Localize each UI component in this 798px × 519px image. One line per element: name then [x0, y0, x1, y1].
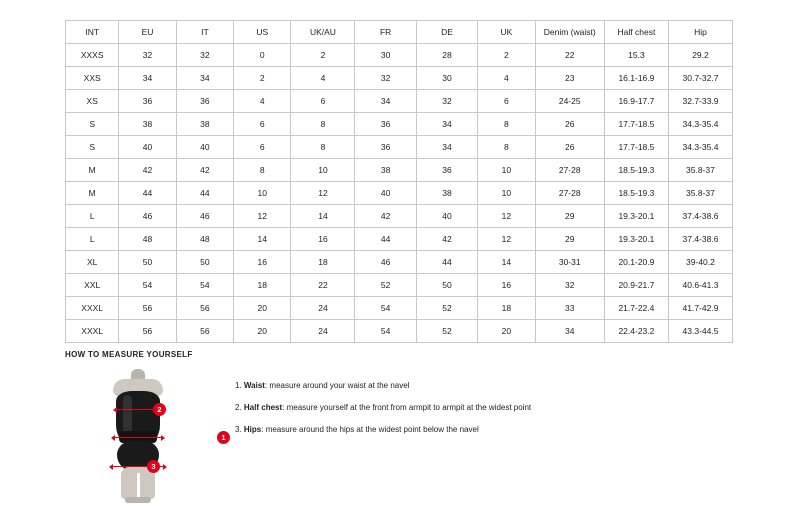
cell-uk-au: 18	[291, 251, 355, 274]
cell-denim-waist: 33	[535, 297, 604, 320]
cell-it: 50	[176, 251, 233, 274]
cell-half-chest: 15.3	[604, 44, 668, 67]
cell-hip: 41.7-42.9	[668, 297, 732, 320]
cell-eu: 42	[119, 159, 176, 182]
cell-de: 38	[416, 182, 477, 205]
cell-half-chest: 21.7-22.4	[604, 297, 668, 320]
cell-us: 14	[234, 228, 291, 251]
cell-us: 8	[234, 159, 291, 182]
cell-fr: 30	[355, 44, 416, 67]
marker-3-hips: 3	[147, 460, 160, 473]
cell-uk: 8	[478, 136, 535, 159]
cell-denim-waist: 27-28	[535, 159, 604, 182]
column-header-fr: FR	[355, 21, 416, 44]
cell-uk-au: 12	[291, 182, 355, 205]
cell-de: 50	[416, 274, 477, 297]
cell-de: 36	[416, 159, 477, 182]
cell-it: 32	[176, 44, 233, 67]
cell-denim-waist: 27-28	[535, 182, 604, 205]
instruction-hips-text: : measure around the hips at the widest point below the navel	[261, 424, 479, 434]
table-header-row	[66, 21, 733, 44]
table-row	[66, 228, 733, 251]
cell-hip: 32.7-33.9	[668, 90, 732, 113]
cell-denim-waist: 22	[535, 44, 604, 67]
cell-de: 40	[416, 205, 477, 228]
cell-eu: 56	[119, 320, 176, 343]
cell-it: 46	[176, 205, 233, 228]
cell-us: 6	[234, 136, 291, 159]
cell-half-chest: 18.5-19.3	[604, 159, 668, 182]
table-row	[66, 90, 733, 113]
cell-int: XXXL	[66, 297, 119, 320]
column-header-int: INT	[66, 21, 119, 44]
cell-denim-waist: 30-31	[535, 251, 604, 274]
cell-denim-waist: 26	[535, 136, 604, 159]
column-header-half-chest: Half chest	[604, 21, 668, 44]
cell-us: 4	[234, 90, 291, 113]
cell-denim-waist: 23	[535, 67, 604, 90]
cell-uk-au: 16	[291, 228, 355, 251]
column-header-hip: Hip	[668, 21, 732, 44]
cell-it: 36	[176, 90, 233, 113]
cell-half-chest: 18.5-19.3	[604, 182, 668, 205]
cell-int: M	[66, 182, 119, 205]
size-chart-container	[65, 20, 733, 343]
cell-int: S	[66, 136, 119, 159]
cell-us: 10	[234, 182, 291, 205]
table-row	[66, 182, 733, 205]
table-row	[66, 320, 733, 343]
table-row	[66, 67, 733, 90]
cell-fr: 36	[355, 113, 416, 136]
cell-half-chest: 19.3-20.1	[604, 205, 668, 228]
how-to-measure-body	[65, 369, 745, 509]
cell-uk: 12	[478, 205, 535, 228]
table-row	[66, 136, 733, 159]
cell-uk-au: 8	[291, 136, 355, 159]
cell-denim-waist: 29	[535, 228, 604, 251]
cell-uk-au: 22	[291, 274, 355, 297]
cell-hip: 30.7-32.7	[668, 67, 732, 90]
instruction-waist-term: Waist	[243, 381, 265, 390]
table-row	[66, 159, 733, 182]
cell-uk: 14	[478, 251, 535, 274]
cell-int: S	[66, 113, 119, 136]
cell-half-chest: 20.1-20.9	[604, 251, 668, 274]
column-header-de: DE	[416, 21, 477, 44]
measurement-diagram	[65, 369, 226, 509]
cell-hip: 37.4-38.6	[668, 228, 732, 251]
how-to-measure-section	[65, 350, 745, 509]
cell-us: 2	[234, 67, 291, 90]
cell-it: 48	[176, 228, 233, 251]
size-chart-table	[65, 20, 733, 343]
cell-us: 18	[234, 274, 291, 297]
cell-fr: 38	[355, 159, 416, 182]
instruction-waist-text: : measure around your waist at the navel	[264, 381, 410, 390]
cell-hip: 35.8-37	[668, 182, 732, 205]
table-row	[66, 297, 733, 320]
cell-us: 20	[234, 297, 291, 320]
cell-hip: 29.2	[668, 44, 732, 67]
instruction-hips-term: Hips	[243, 424, 262, 434]
table-row	[66, 205, 733, 228]
cell-half-chest: 17.7-18.5	[604, 113, 668, 136]
how-to-measure-title: HOW TO MEASURE YOURSELF	[65, 350, 193, 359]
cell-denim-waist: 29	[535, 205, 604, 228]
cell-de: 52	[416, 320, 477, 343]
cell-uk-au: 24	[291, 297, 355, 320]
cell-uk-au: 4	[291, 67, 355, 90]
cell-int: XXXL	[66, 320, 119, 343]
cell-uk: 12	[478, 228, 535, 251]
cell-de: 30	[416, 67, 477, 90]
cell-uk-au: 2	[291, 44, 355, 67]
cell-int: XXXS	[66, 44, 119, 67]
cell-int: M	[66, 159, 119, 182]
table-row	[66, 274, 733, 297]
cell-it: 56	[176, 320, 233, 343]
cell-uk-au: 6	[291, 90, 355, 113]
cell-uk: 4	[478, 67, 535, 90]
cell-fr: 32	[355, 67, 416, 90]
instruction-half-chest-text: : measure yourself at the front from armpit to armpit at the widest point	[282, 402, 532, 412]
cell-eu: 36	[119, 90, 176, 113]
cell-eu: 48	[119, 228, 176, 251]
cell-fr: 44	[355, 228, 416, 251]
cell-eu: 40	[119, 136, 176, 159]
column-header-us: US	[234, 21, 291, 44]
cell-it: 38	[176, 113, 233, 136]
cell-de: 52	[416, 297, 477, 320]
cell-hip: 35.8-37	[668, 159, 732, 182]
cell-fr: 52	[355, 274, 416, 297]
column-header-denim-waist: Denim (waist)	[535, 21, 604, 44]
cell-fr: 42	[355, 205, 416, 228]
cell-fr: 54	[355, 297, 416, 320]
cell-eu: 54	[119, 274, 176, 297]
cell-it: 40	[176, 136, 233, 159]
cell-uk: 18	[478, 297, 535, 320]
cell-uk: 2	[478, 44, 535, 67]
cell-hip: 40.6-41.3	[668, 274, 732, 297]
cell-hip: 34.3-35.4	[668, 136, 732, 159]
cell-denim-waist: 34	[535, 320, 604, 343]
mannequin-leg-gap	[137, 473, 140, 499]
mannequin-torso-highlight	[123, 395, 132, 435]
waist-arrow-icon	[115, 437, 161, 438]
cell-us: 20	[234, 320, 291, 343]
marker-1-waist: 1	[217, 431, 230, 444]
cell-uk: 20	[478, 320, 535, 343]
table-row	[66, 251, 733, 274]
cell-us: 12	[234, 205, 291, 228]
cell-half-chest: 20.9-21.7	[604, 274, 668, 297]
cell-uk: 10	[478, 182, 535, 205]
marker-2-half-chest: 2	[153, 403, 166, 416]
instruction-half-chest-term: Half chest	[243, 402, 283, 412]
instruction-half-chest	[235, 403, 531, 414]
cell-hip: 37.4-38.6	[668, 205, 732, 228]
cell-de: 34	[416, 136, 477, 159]
mannequin-stand	[125, 497, 151, 503]
cell-de: 42	[416, 228, 477, 251]
instruction-hips-number: 3.	[235, 424, 242, 434]
column-header-uk-au: UK/AU	[291, 21, 355, 44]
column-header-eu: EU	[119, 21, 176, 44]
cell-denim-waist: 24-25	[535, 90, 604, 113]
cell-uk-au: 14	[291, 205, 355, 228]
cell-fr: 36	[355, 136, 416, 159]
cell-int: L	[66, 205, 119, 228]
cell-eu: 38	[119, 113, 176, 136]
measurement-instructions	[235, 369, 531, 446]
cell-eu: 46	[119, 205, 176, 228]
cell-de: 34	[416, 113, 477, 136]
column-header-it: IT	[176, 21, 233, 44]
cell-half-chest: 16.1-16.9	[604, 67, 668, 90]
cell-fr: 40	[355, 182, 416, 205]
instruction-waist-number: 1.	[235, 381, 242, 390]
cell-int: XS	[66, 90, 119, 113]
cell-uk: 6	[478, 90, 535, 113]
column-header-uk: UK	[478, 21, 535, 44]
cell-half-chest: 17.7-18.5	[604, 136, 668, 159]
cell-eu: 50	[119, 251, 176, 274]
cell-it: 44	[176, 182, 233, 205]
cell-it: 42	[176, 159, 233, 182]
cell-uk: 16	[478, 274, 535, 297]
cell-hip: 39-40.2	[668, 251, 732, 274]
cell-uk-au: 8	[291, 113, 355, 136]
cell-it: 34	[176, 67, 233, 90]
cell-eu: 56	[119, 297, 176, 320]
cell-eu: 34	[119, 67, 176, 90]
cell-hip: 43.3-44.5	[668, 320, 732, 343]
cell-denim-waist: 26	[535, 113, 604, 136]
cell-uk-au: 24	[291, 320, 355, 343]
cell-uk: 8	[478, 113, 535, 136]
cell-int: L	[66, 228, 119, 251]
cell-de: 28	[416, 44, 477, 67]
cell-int: XL	[66, 251, 119, 274]
cell-us: 16	[234, 251, 291, 274]
cell-uk-au: 10	[291, 159, 355, 182]
cell-it: 56	[176, 297, 233, 320]
cell-de: 32	[416, 90, 477, 113]
cell-us: 6	[234, 113, 291, 136]
table-row	[66, 44, 733, 67]
instruction-hips	[235, 425, 531, 436]
cell-int: XXL	[66, 274, 119, 297]
cell-fr: 46	[355, 251, 416, 274]
instruction-half-chest-number: 2.	[235, 402, 242, 412]
cell-fr: 34	[355, 90, 416, 113]
cell-denim-waist: 32	[535, 274, 604, 297]
cell-hip: 34.3-35.4	[668, 113, 732, 136]
cell-fr: 54	[355, 320, 416, 343]
cell-eu: 44	[119, 182, 176, 205]
cell-it: 54	[176, 274, 233, 297]
cell-int: XXS	[66, 67, 119, 90]
instruction-waist	[235, 381, 531, 392]
table-row	[66, 113, 733, 136]
cell-half-chest: 19.3-20.1	[604, 228, 668, 251]
cell-de: 44	[416, 251, 477, 274]
cell-half-chest: 16.9-17.7	[604, 90, 668, 113]
cell-us: 0	[234, 44, 291, 67]
cell-eu: 32	[119, 44, 176, 67]
cell-uk: 10	[478, 159, 535, 182]
cell-half-chest: 22.4-23.2	[604, 320, 668, 343]
